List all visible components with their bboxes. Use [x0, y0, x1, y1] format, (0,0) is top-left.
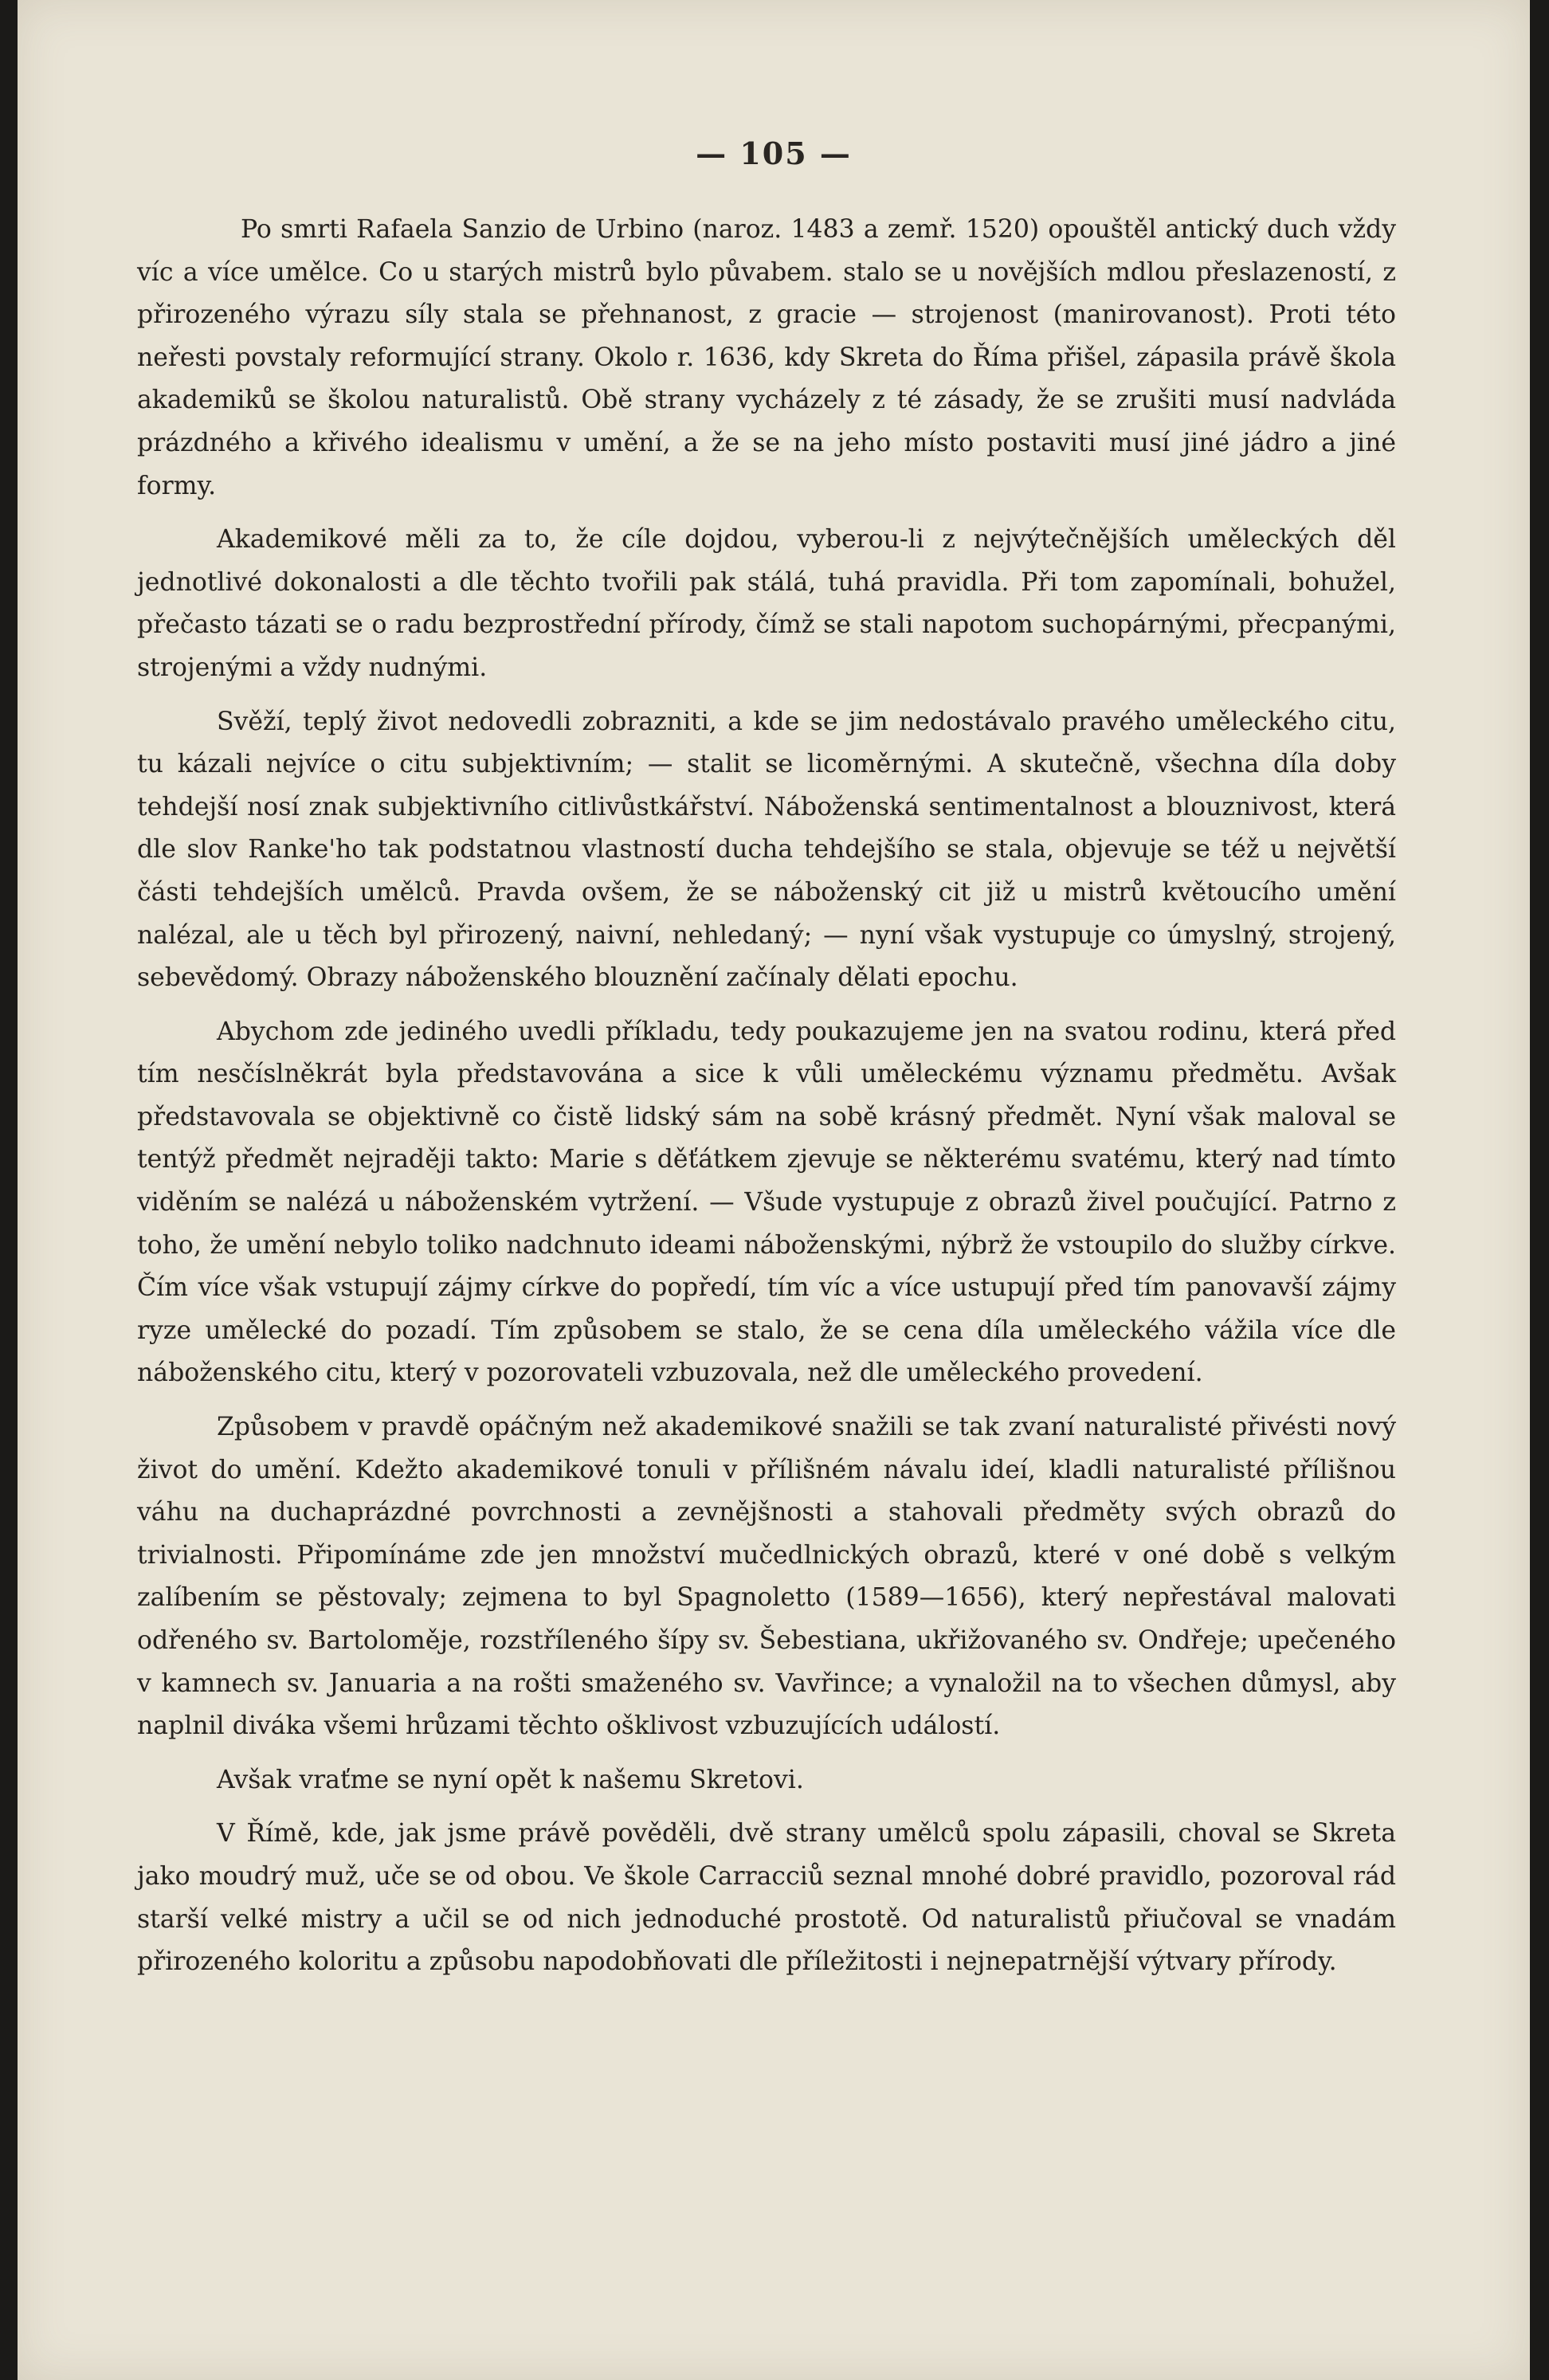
page-body [137, 209, 1396, 1995]
paragraph-1: Po smrti Rafaela Sanzio de Urbino (naroz. 1483 a zemř. 1520) opouštěl antický duch vždy víc a více umělce. Co u starých mistrů bylo půvabem. stalo se u novějších mdlou přeslazeností, z přirozeného výrazu síly stala se přehnanost, z gracie — strojenost (manirovanost). Proti této neřesti povstaly reformující strany. Okolo r. 1636, kdy Skreta do Říma přišel, zápasila právě škola akademiků se školou naturalistů. Obě strany vycházely z té zásady, že se zrušiti musí nadvláda prázdného a křivého idealismu v umění, a že se na jeho místo postaviti musí jiné jádro a jiné formy. [137, 215, 1396, 500]
paragraph-5: Způsobem v pravdě opáčným než akademikové snažili se tak zvaní naturalisté přivésti nový život do umění. Kdežto akademikové tonuli v přílišném návalu ideí, kladli naturalisté přílišnou váhu na duchaprázdné povrchnosti a zevnějšnosti a stahovali předměty svých obrazů do trivialnosti. Připomínáme zde jen množství mučedlnických obrazů, které v oné době s velkým zalíbením se pěstovaly; zejmena to byl Spagnoletto (1589—1656), který nepřestával malovati odřeného sv. Bartoloměje, rozstříleného šípy sv. Šebestiana, ukřižovaného sv. Ondřeje; upečeného v kamnech sv. Januaria a na rošti smaženého sv. Vavřince; a vynaložil na to všechen důmysl, aby naplnil diváka všemi hrůzami těchto ošklivost vzbuzujících událostí. [137, 1413, 1396, 1741]
page-number: — 105 — [696, 135, 852, 171]
paragraph-6: Avšak vraťme se nyní opět k našemu Skretovi. [217, 1765, 804, 1794]
scanned-page [18, 0, 1530, 2380]
paragraph-4: Abychom zde jediného uvedli příkladu, tedy poukazujeme jen na svatou rodinu, která před tím nesčíslněkrát byla představována a sice k vůli uměleckému významu předmětu. Avšak představovala se objektivně co čistě lidský sám na sobě krásný předmět. Nyní však maloval se tentýž předmět nejraději takto: Marie s děťátkem zjevuje se některému svatému, který nad tímto viděním se nalézá u náboženském vytržení. — Všude vystupuje z obrazů živel poučující. Patrno z toho, že umění nebylo toliko nadchnuto ideami náboženskými, nýbrž že vstoupilo do služby církve. Čím více však vstupují zájmy církve do popředí, tím víc a více ustupují před tím panovavší zájmy ryze umělecké do pozadí. Tím způsobem se stalo, že se cena díla uměleckého vážila více dle náboženského citu, který v pozorovateli vzbuzovala, než dle uměleckého provedení. [137, 1017, 1396, 1388]
paragraph-7: V Římě, kde, jak jsme právě pověděli, dvě strany umělců spolu zápasili, choval se Skreta jako moudrý muž, uče se od obou. Ve škole Carracciů seznal mnohé dobré pravidlo, pozoroval rád starší velké mistry a učil se od nich jednoduché prostotě. Od naturalistů přiučoval se vnadám přirozeného koloritu a způsobu napodobňovati dle příležitosti i nejnepatrnější výtvary přírody. [137, 1819, 1396, 1977]
paragraph-2: Akademikové měli za to, že cíle dojdou, vyberou-li z nejvýtečnějších uměleckých děl jednotlivé dokonalosti a dle těchto tvořili pak stálá, tuhá pravidla. Při tom zapomínali, bohužel, přečasto tázati se o radu bezprostřední přírody, čímž se stali napotom suchopárnými, přecpanými, strojenými a vždy nudnými. [137, 525, 1396, 682]
paragraph-3: Svěží, teplý život nedovedli zobrazniti, a kde se jim nedostávalo pravého uměleckého citu, tu kázali nejvíce o citu subjektivním; — stalit se licoměrnými. A skutečně, všechna díla doby tehdejší nosí znak subjektivního citlivůstkářství. Náboženská sentimentalnost a blouznivost, která dle slov Ranke'ho tak podstatnou vlastností ducha tehdejšího se stala, objevuje se též u největší části tehdejších umělců. Pravda ovšem, že se náboženský cit již u mistrů květoucího umění nalézal, ale u těch byl přirozený, naivní, nehledaný; — nyní však vystupuje co úmyslný, strojený, sebevědomý. Obrazy náboženského blouznění začínaly dělati epochu. [137, 707, 1396, 993]
